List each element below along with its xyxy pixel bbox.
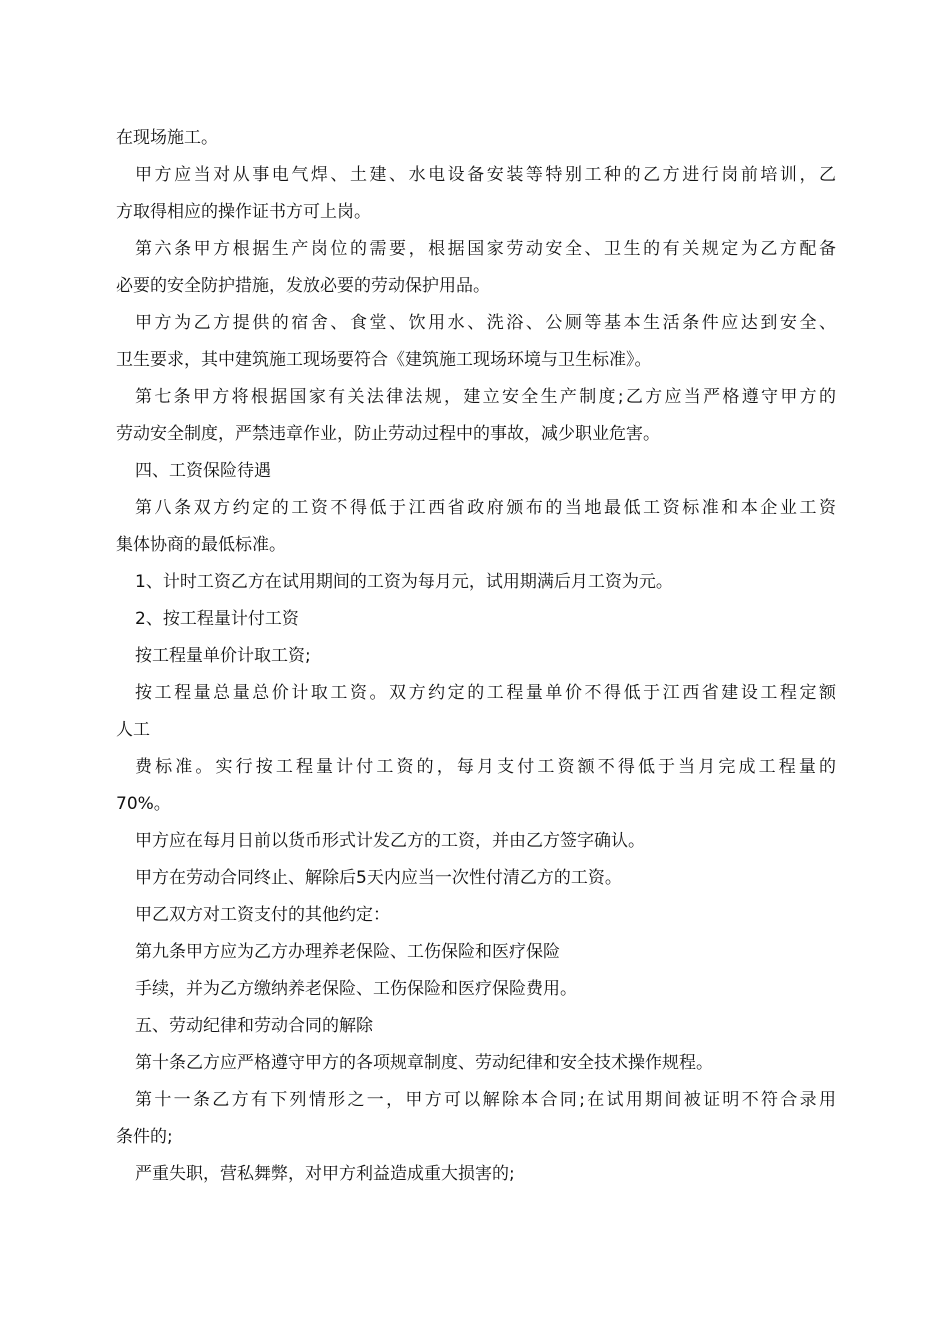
text-line: 70%。 <box>116 794 171 814</box>
text-line: 甲方应在每月日前以货币形式计发乙方的工资，并由乙方签字确认。 <box>135 831 645 851</box>
text-line: 1、计时工资乙方在试用期间的工资为每月元，试用期满后月工资为元。 <box>135 572 673 592</box>
text-line: 严重失职，营私舞弊，对甲方利益造成重大损害的; <box>135 1164 515 1184</box>
text-line: 集体协商的最低标准。 <box>116 535 286 555</box>
text-line: 按工程量单价计取工资; <box>135 646 311 666</box>
section-heading: 四、工资保险待遇 <box>135 461 271 481</box>
text-line: 劳动安全制度，严禁违章作业，防止劳动过程中的事故，减少职业危害。 <box>116 424 660 444</box>
text-line: 2、按工程量计付工资 <box>135 609 299 629</box>
text-line: 甲方在劳动合同终止、解除后5天内应当一次性付清乙方的工资。 <box>135 868 622 888</box>
document-body <box>116 120 836 1193</box>
text-line: 卫生要求，其中建筑施工现场要符合《建筑施工现场环境与卫生标准》。 <box>116 350 652 370</box>
text-line: 甲方为乙方提供的宿舍、食堂、饮用水、洗浴、公厕等基本生活条件应达到安全、 <box>135 313 836 333</box>
text-line: 第十一条乙方有下列情形之一，甲方可以解除本合同;在试用期间被证明不符合录用 <box>135 1090 836 1110</box>
text-line: 第十条乙方应严格遵守甲方的各项规章制度、劳动纪律和安全技术操作规程。 <box>135 1053 713 1073</box>
text-line: 在现场施工。 <box>116 128 218 148</box>
text-line: 手续，并为乙方缴纳养老保险、工伤保险和医疗保险费用。 <box>135 979 577 999</box>
text-line: 必要的安全防护措施，发放必要的劳动保护用品。 <box>116 276 490 296</box>
text-line: 人工 <box>116 720 150 740</box>
text-line: 条件的; <box>116 1127 173 1147</box>
text-line: 第七条甲方将根据国家有关法律法规，建立安全生产制度;乙方应当严格遵守甲方的 <box>135 387 836 407</box>
text-line: 甲乙双方对工资支付的其他约定： <box>135 905 390 925</box>
text-line: 按工程量总量总价计取工资。双方约定的工程量单价不得低于江西省建设工程定额 <box>135 683 836 703</box>
text-line: 费标准。实行按工程量计付工资的，每月支付工资额不得低于当月完成工程量的 <box>135 757 836 777</box>
text-line: 第八条双方约定的工资不得低于江西省政府颁布的当地最低工资标准和本企业工资 <box>135 498 836 518</box>
text-line: 第六条甲方根据生产岗位的需要，根据国家劳动安全、卫生的有关规定为乙方配备 <box>135 239 836 259</box>
text-line: 甲方应当对从事电气焊、土建、水电设备安装等特别工种的乙方进行岗前培训，乙 <box>135 165 836 185</box>
text-line: 方取得相应的操作证书方可上岗。 <box>116 202 371 222</box>
section-heading: 五、劳动纪律和劳动合同的解除 <box>135 1016 373 1036</box>
text-line: 第九条甲方应为乙方办理养老保险、工伤保险和医疗保险 <box>135 942 560 962</box>
